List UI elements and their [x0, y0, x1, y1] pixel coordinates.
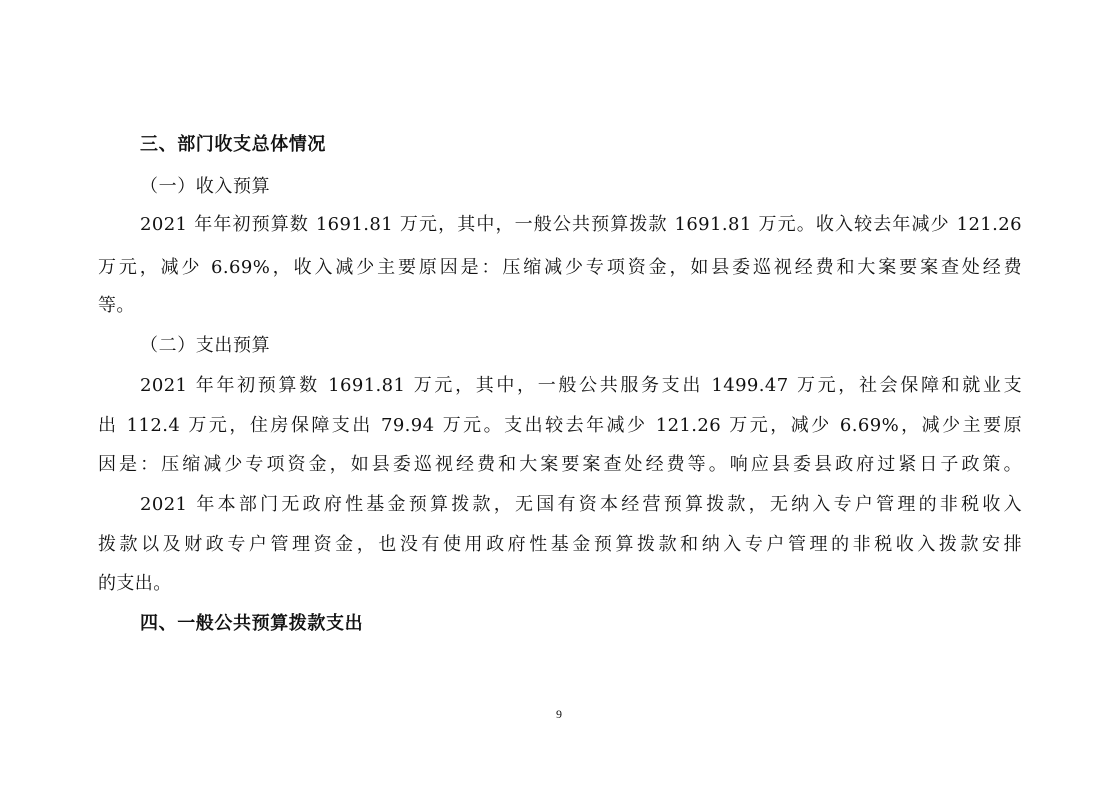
page-number: 9 [556, 707, 562, 721]
expense-budget-heading: （二）支出预算 [140, 335, 271, 356]
fund-note-line-2: 拨款以及财政专户管理资金，也没有使用政府性基金预算拨款和纳入专户管理的非税收入拨款安排 [98, 534, 1022, 555]
income-budget-heading: （一）收入预算 [140, 176, 271, 197]
expense-paragraph-line-1: 2021 年年初预算数 1691.81 万元，其中，一般公共服务支出 1499.47 万元，社会保障和就业支 [140, 375, 1022, 396]
income-paragraph-line-2: 万元，减少 6.69%，收入减少主要原因是：压缩减少专项资金，如县委巡视经费和大案要案查处经费 [98, 257, 1022, 278]
income-paragraph-line-1: 2021 年年初预算数 1691.81 万元，其中，一般公共预算拨款 1691.81 万元。收入较去年减少 121.26 [140, 214, 1022, 235]
section-3-heading: 三、部门收支总体情况 [140, 134, 326, 155]
expense-paragraph-line-3: 因是：压缩减少专项资金，如县委巡视经费和大案要案查处经费等。响应县委县政府过紧日子政策。 [98, 454, 1022, 475]
section-4-heading: 四、一般公共预算拨款支出 [140, 613, 364, 634]
income-paragraph-line-3: 等。 [98, 295, 135, 316]
expense-paragraph-line-2: 出 112.4 万元，住房保障支出 79.94 万元。支出较去年减少 121.26 万元，减少 6.69%，减少主要原 [98, 415, 1022, 436]
fund-note-line-3: 的支出。 [98, 573, 172, 594]
fund-note-line-1: 2021 年本部门无政府性基金预算拨款，无国有资本经营预算拨款，无纳入专户管理的非税收入 [140, 494, 1022, 515]
